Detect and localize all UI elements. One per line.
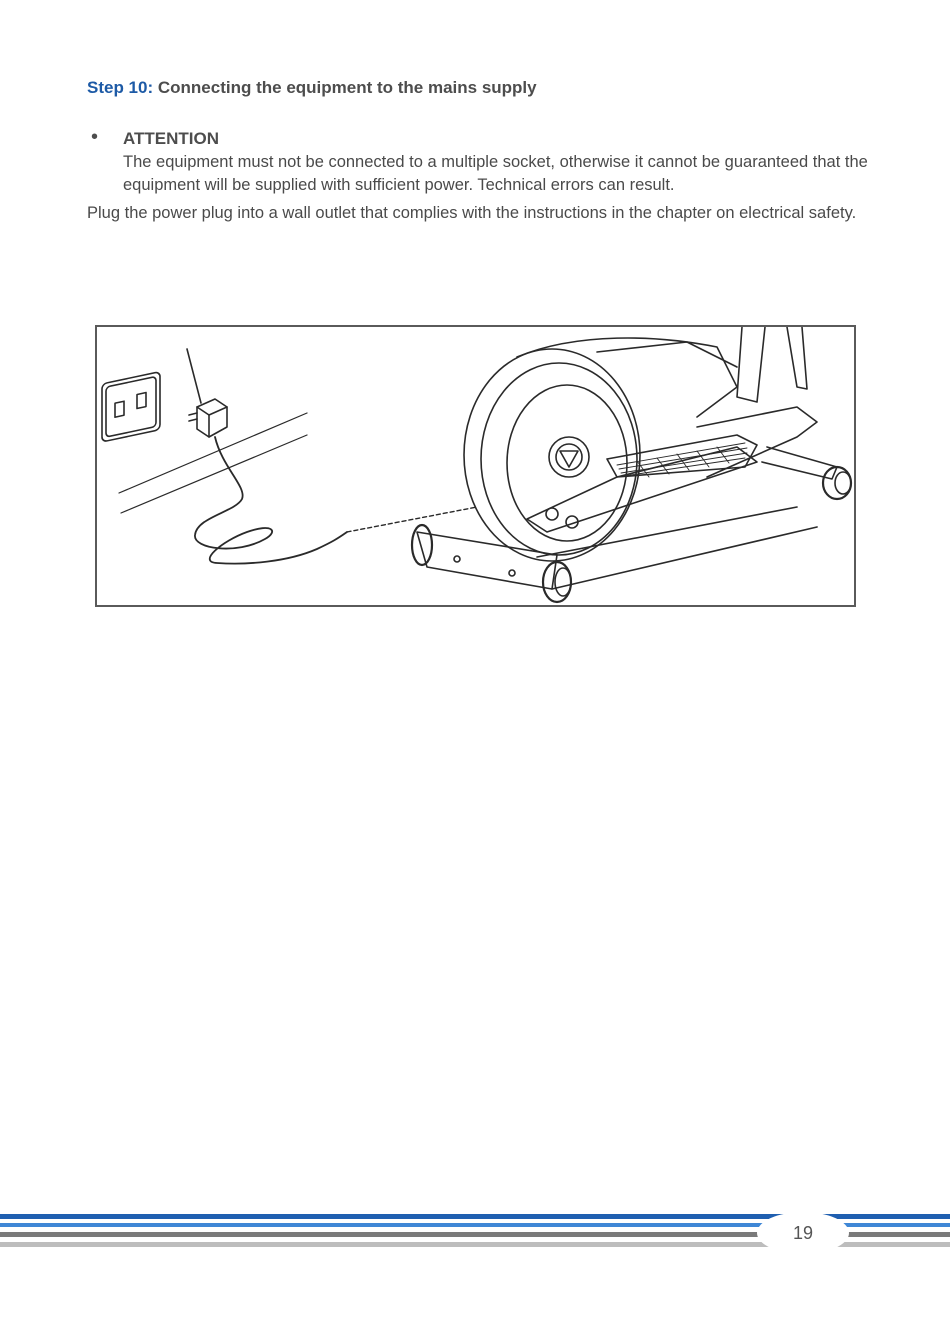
page-number: 19 xyxy=(792,1223,814,1243)
section-heading xyxy=(87,78,537,98)
bullet-icon: • xyxy=(91,126,99,148)
attention-notice xyxy=(87,127,877,197)
attention-text: The equipment must not be connected to a multiple socket, otherwise it cannot be guaranteed that the equipment will be supplied with sufficient power. Technical errors can result. xyxy=(123,153,868,194)
attention-label: ATTENTION xyxy=(123,129,220,148)
instruction-paragraph: Plug the power plug into a wall outlet that complies with the instructions in the chapter on electrical safety. xyxy=(87,204,857,222)
power-adapter-icon xyxy=(187,349,227,437)
step-title: Connecting the equipment to the mains supply xyxy=(157,78,537,97)
connection-illustration xyxy=(95,325,856,607)
wall-outlet-icon xyxy=(102,372,160,442)
step-label: Step 10: xyxy=(87,78,154,97)
elliptical-trainer-drawing xyxy=(97,327,854,605)
